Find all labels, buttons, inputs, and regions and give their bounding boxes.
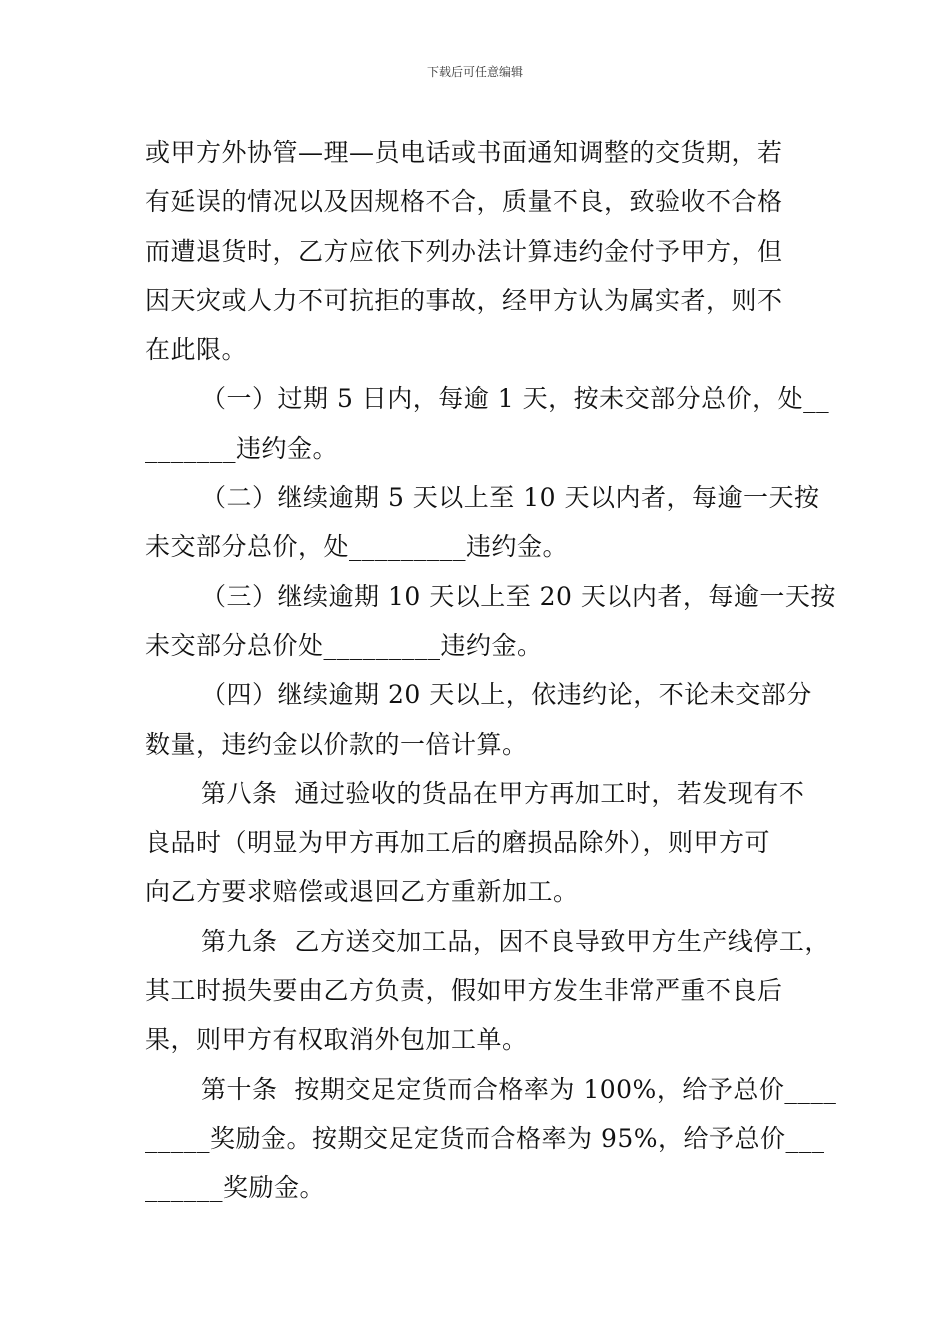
article-8-line: 第八条 通过验收的货品在甲方再加工时，若发现有不 — [201, 778, 805, 808]
document-body — [145, 128, 837, 1213]
text-line: 良品时（明显为甲方再加工后的磨损品除外），则甲方可 — [145, 828, 771, 858]
text-line: 其工时损失要由乙方负责，假如甲方发生非常严重不良后 — [145, 976, 783, 1006]
text-line: 而遭退货时，乙方应依下列办法计算违约金付予甲方，但 — [145, 236, 783, 266]
text-line: 有延误的情况以及因规格不合，质量不良，致验收不合格 — [145, 187, 783, 217]
article-9-line: 第九条 乙方送交加工品，因不良导致甲方生产线停工， — [201, 926, 830, 956]
text-line: 因天灾或人力不可抗拒的事故，经甲方认为属实者，则不 — [145, 285, 783, 315]
text-line: _______违约金。 — [145, 433, 339, 463]
page-header: 下载后可任意编辑 — [426, 65, 523, 79]
article-10-line: 第十条 按期交足定货而合格率为 100%，给予总价____ — [201, 1074, 837, 1104]
clause-2-line: （二）继续逾期 5 天以上至 10 天以内者，每逾一天按 — [201, 483, 820, 513]
text-line: 未交部分总价处_________违约金。 — [145, 630, 543, 660]
clause-1-line: （一）过期 5 日内，每逾 1 天，按未交部分总价，处__ — [201, 384, 830, 414]
text-line: 数量，违约金以价款的一倍计算。 — [145, 729, 528, 759]
text-line: 未交部分总价，处_________违约金。 — [145, 532, 569, 562]
text-line: ______奖励金。 — [145, 1173, 326, 1203]
clause-3-line: （三）继续逾期 10 天以上至 20 天以内者，每逾一天按 — [201, 581, 836, 611]
text-line: 向乙方要求赔偿或退回乙方重新加工。 — [145, 877, 579, 907]
text-line: _____奖励金。按期交足定货而合格率为 95%，给予总价___ — [145, 1123, 825, 1153]
text-line: 果，则甲方有权取消外包加工单。 — [145, 1025, 528, 1055]
text-line: 在此限。 — [145, 335, 248, 365]
clause-4-line: （四）继续逾期 20 天以上，依违约论，不论未交部分 — [201, 680, 812, 710]
text-line: 或甲方外协管—理—员电话或书面通知调整的交货期，若 — [145, 138, 783, 167]
